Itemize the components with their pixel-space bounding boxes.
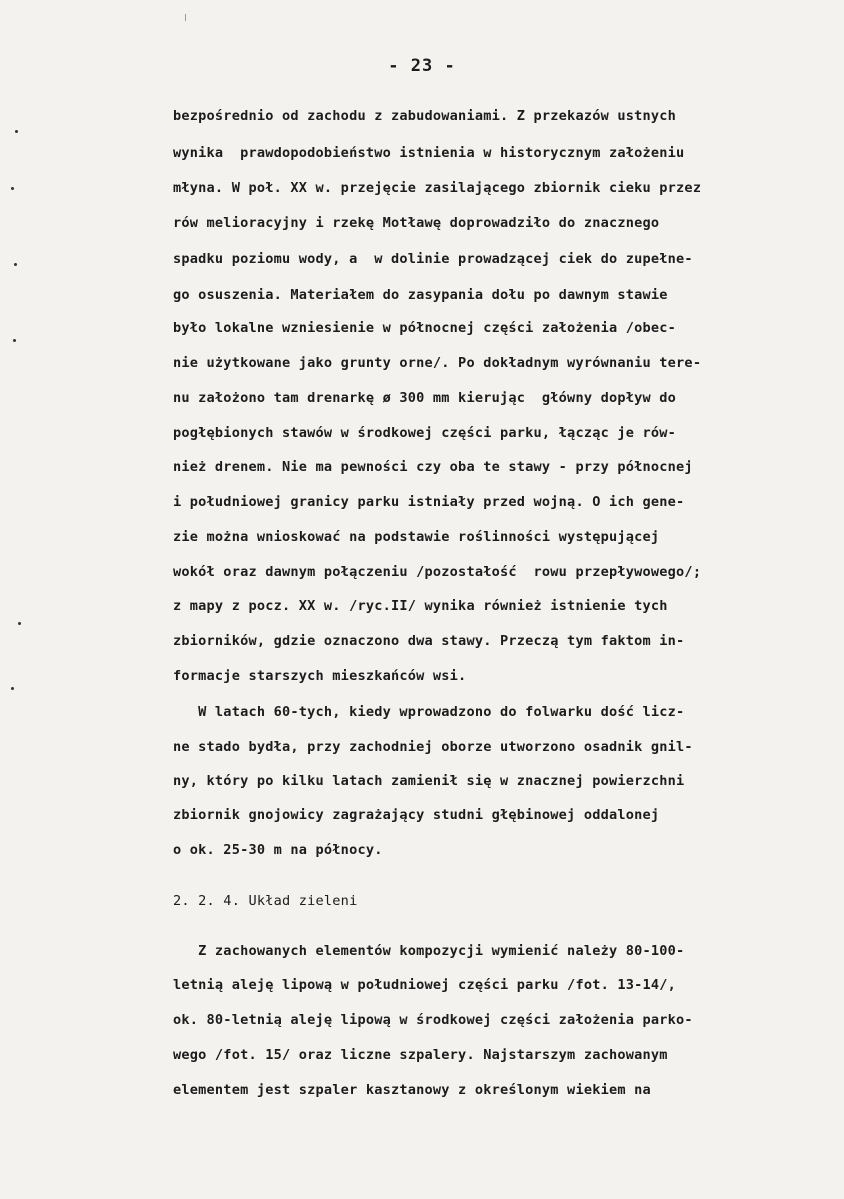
text-line: zbiorników, gdzie oznaczono dwa stawy. Przeczą tym faktom in- <box>173 633 685 649</box>
text-line: pogłębionych stawów w środkowej części parku, łącząc je rów- <box>173 425 677 441</box>
text-line: go osuszenia. Materiałem do zasypania dołu po dawnym stawie <box>173 287 668 303</box>
text-line: z mapy z pocz. XX w. /ryc.II/ wynika również istnienie tych <box>173 598 668 614</box>
text-line: zie można wnioskować na podstawie roślinności występującej <box>173 529 660 545</box>
margin-mark <box>11 687 14 690</box>
text-line: wokół oraz dawnym połączeniu /pozostałość rowu przepływowego/; <box>173 564 702 580</box>
text-line: o ok. 25-30 m na północy. <box>173 842 383 858</box>
margin-mark <box>18 622 21 625</box>
text-line: rów melioracyjny i rzekę Motławę doprowadziło do znacznego <box>173 215 660 231</box>
text-line: wynika prawdopodobieństwo istnienia w historycznym założeniu <box>173 145 685 161</box>
scan-mark <box>185 14 186 21</box>
margin-mark <box>15 130 18 133</box>
text-line: nie użytkowane jako grunty orne/. Po dokładnym wyrównaniu tere- <box>173 355 702 371</box>
text-line: nu założono tam drenarkę ø 300 mm kierując główny dopływ do <box>173 390 677 406</box>
text-line: nież drenem. Nie ma pewności czy oba te stawy - przy północnej <box>173 459 693 475</box>
margin-mark <box>11 187 14 190</box>
section-heading: 2. 2. 4. Układ zieleni <box>173 893 358 909</box>
text-line: spadku poziomu wody, a w dolinie prowadzącej ciek do zupełne- <box>173 251 693 267</box>
page-number: - 23 - <box>388 56 456 76</box>
text-line: ne stado bydła, przy zachodniej oborze utworzono osadnik gnil- <box>173 739 693 755</box>
text-line: elementem jest szpaler kasztanowy z określonym wiekiem na <box>173 1082 651 1098</box>
text-line: W latach 60-tych, kiedy wprowadzono do folwarku dość licz- <box>173 704 685 720</box>
margin-mark <box>13 339 16 342</box>
margin-mark <box>14 263 17 266</box>
text-line: i południowej granicy parku istniały przed wojną. O ich gene- <box>173 494 685 510</box>
text-line: było lokalne wzniesienie w północnej części założenia /obec- <box>173 320 677 336</box>
text-line: zbiornik gnojowicy zagrażający studni głębinowej oddalonej <box>173 807 660 823</box>
text-line: młyna. W poł. XX w. przejęcie zasilającego zbiornik cieku przez <box>173 180 702 196</box>
text-line: letnią aleję lipową w południowej części parku /fot. 13-14/, <box>173 977 677 993</box>
text-line: bezpośrednio od zachodu z zabudowaniami. Z przekazów ustnych <box>173 108 677 124</box>
text-line: Z zachowanych elementów kompozycji wymienić należy 80-100- <box>173 943 685 959</box>
text-line: ny, który po kilku latach zamienił się w znacznej powierzchni <box>173 773 685 789</box>
text-line: ok. 80-letnią aleję lipową w środkowej części założenia parko- <box>173 1012 693 1028</box>
text-line: formacje starszych mieszkańców wsi. <box>173 668 467 684</box>
text-line: wego /fot. 15/ oraz liczne szpalery. Najstarszym zachowanym <box>173 1047 668 1063</box>
